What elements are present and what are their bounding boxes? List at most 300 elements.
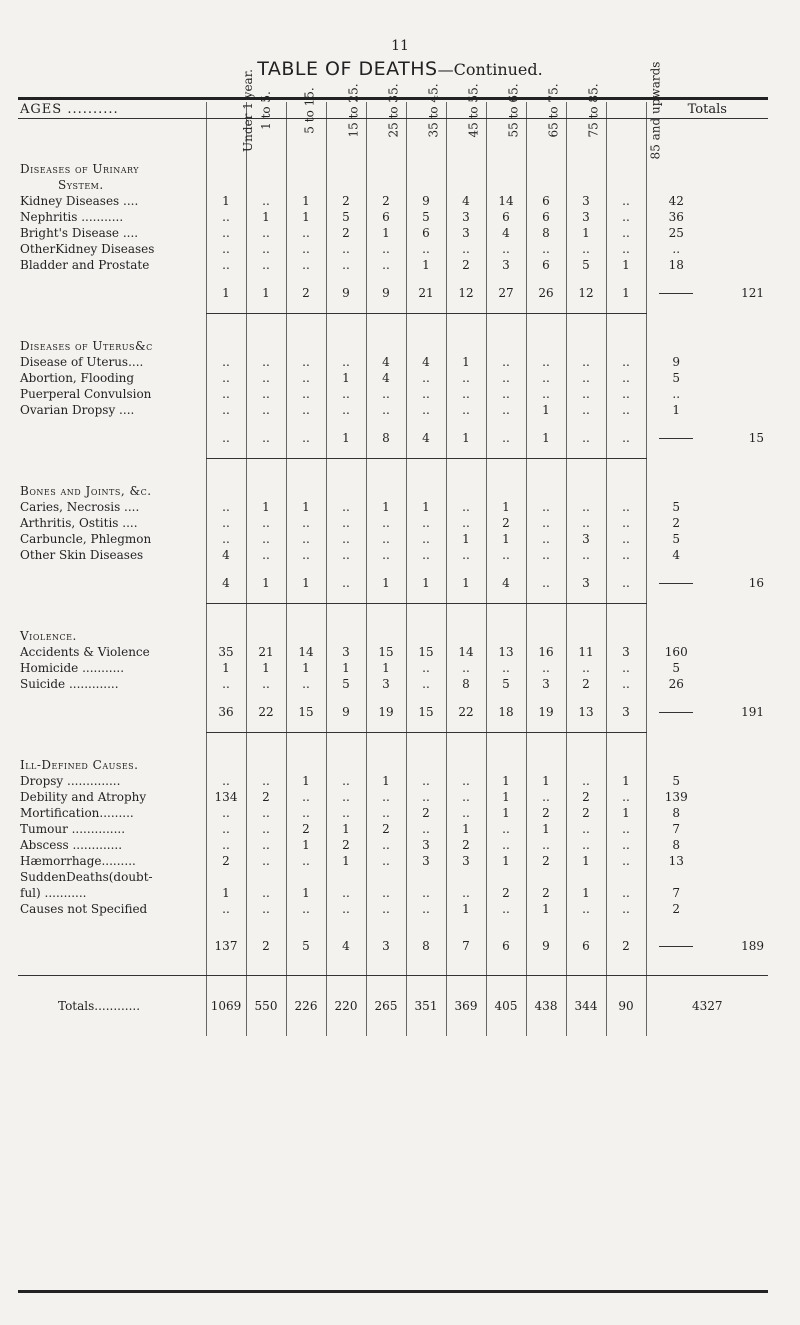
value-cell: [366, 747, 406, 773]
total-cell: 42: [646, 193, 706, 209]
value-cell: [526, 604, 566, 619]
row-label: Puerperal Convulsion: [20, 387, 152, 401]
value-cell: [366, 133, 406, 177]
value-cell: ..: [606, 402, 646, 418]
section-title-row: [18, 747, 768, 773]
value-cell: ..: [566, 773, 606, 789]
dash-rule: [659, 583, 693, 584]
grand-cell: [706, 314, 768, 329]
value-cell: [366, 604, 406, 619]
totals-cell: 351: [406, 976, 446, 1037]
row-label: Homicide ...........: [20, 661, 125, 675]
subtotal-cell: 15: [406, 692, 446, 733]
value-cell: ..: [566, 837, 606, 853]
value-cell: [206, 869, 246, 885]
value-cell: 4: [446, 193, 486, 209]
section-title-continued: System.: [58, 178, 104, 192]
value-cell: [446, 618, 486, 644]
grand-cell: [706, 133, 768, 177]
total-cell: 7: [646, 885, 706, 901]
value-cell: 14: [486, 193, 526, 209]
spacer-row: [18, 604, 768, 619]
header-totals: Totals: [646, 102, 768, 119]
value-cell: ..: [526, 531, 566, 547]
value-cell: ..: [366, 402, 406, 418]
value-cell: 1: [246, 209, 286, 225]
value-cell: [286, 328, 326, 354]
value-cell: 3: [486, 257, 526, 273]
value-cell: [326, 177, 366, 193]
value-cell: 2: [406, 805, 446, 821]
value-cell: [206, 747, 246, 773]
value-cell: ..: [366, 515, 406, 531]
total-cell: 5: [646, 773, 706, 789]
spacer-row: [18, 459, 768, 474]
value-cell: 3: [566, 209, 606, 225]
value-cell: 3: [446, 225, 486, 241]
value-cell: 1: [286, 885, 326, 901]
value-cell: ..: [606, 499, 646, 515]
value-cell: [286, 747, 326, 773]
row-label: OtherKidney Diseases: [20, 242, 155, 256]
value-cell: [326, 473, 366, 499]
subtotal-cell: 22: [246, 692, 286, 733]
value-cell: [606, 119, 646, 134]
total-cell: [646, 733, 706, 748]
value-cell: 2: [366, 821, 406, 837]
value-cell: 4: [406, 354, 446, 370]
value-cell: [486, 473, 526, 499]
value-cell: [246, 604, 286, 619]
row-label: [18, 917, 206, 976]
value-cell: ..: [206, 241, 246, 257]
value-cell: [286, 177, 326, 193]
grand-cell: [706, 747, 768, 773]
value-cell: 1: [246, 660, 286, 676]
total-cell: ..: [646, 386, 706, 402]
value-cell: [326, 459, 366, 474]
total-cell: 2: [646, 901, 706, 917]
value-cell: [406, 133, 446, 177]
value-cell: 8: [526, 225, 566, 241]
value-cell: [366, 473, 406, 499]
value-cell: ..: [486, 241, 526, 257]
value-cell: [366, 177, 406, 193]
value-cell: 1: [606, 257, 646, 273]
value-cell: [246, 328, 286, 354]
total-cell: [646, 473, 706, 499]
totals-cell: 550: [246, 976, 286, 1037]
value-cell: [206, 459, 246, 474]
value-cell: 2: [486, 885, 526, 901]
value-cell: ..: [606, 853, 646, 869]
value-cell: [326, 869, 366, 885]
value-cell: ..: [446, 499, 486, 515]
value-cell: 1: [486, 853, 526, 869]
value-cell: 1: [366, 773, 406, 789]
total-cell: 8: [646, 805, 706, 821]
grand-cell: [706, 676, 768, 692]
total-cell: 7: [646, 821, 706, 837]
grand-cell: [706, 531, 768, 547]
subtotal-cell: ..: [606, 563, 646, 604]
value-cell: [526, 133, 566, 177]
value-cell: [206, 473, 246, 499]
value-cell: 3: [406, 837, 446, 853]
value-cell: ..: [326, 901, 366, 917]
value-cell: 1: [206, 660, 246, 676]
header-ages: AGES ..........: [18, 102, 206, 119]
grand-cell: [706, 499, 768, 515]
subtotal-cell: 15: [286, 692, 326, 733]
value-cell: 1: [326, 370, 366, 386]
value-cell: ..: [566, 901, 606, 917]
section-title: Ill-Defined Causes.: [20, 758, 139, 772]
row-label: Accidents & Violence: [20, 645, 150, 659]
value-cell: 1: [486, 805, 526, 821]
header-col: 15 to 25.: [326, 102, 366, 119]
value-cell: ..: [246, 901, 286, 917]
subtotal-row: [18, 563, 768, 604]
total-cell: 4: [646, 547, 706, 563]
value-cell: 1: [486, 499, 526, 515]
value-cell: ..: [406, 386, 446, 402]
subtotal-cell: 8: [406, 917, 446, 976]
row-label-continued: ful) ...........: [20, 886, 87, 900]
totals-cell: 344: [566, 976, 606, 1037]
value-cell: [446, 459, 486, 474]
value-cell: [326, 747, 366, 773]
value-cell: ..: [406, 789, 446, 805]
totals-cell: 1069: [206, 976, 246, 1037]
value-cell: 8: [446, 676, 486, 692]
value-cell: ..: [206, 531, 246, 547]
totals-label: Totals............: [18, 976, 206, 1037]
value-cell: ..: [286, 386, 326, 402]
header-col: 5 to 15.: [286, 102, 326, 119]
row-label: Hæmorrhage.........: [20, 854, 136, 868]
subtotal-cell: 4: [406, 418, 446, 459]
grand-cell: [706, 177, 768, 193]
total-cell: [646, 869, 706, 885]
value-cell: ..: [566, 660, 606, 676]
value-cell: ..: [206, 805, 246, 821]
row-label: Disease of Uterus....: [20, 355, 144, 369]
subtotal-cell: 22: [446, 692, 486, 733]
section-grand-total: 189: [741, 939, 765, 953]
table-row: [18, 257, 768, 273]
value-cell: ..: [206, 676, 246, 692]
subtotal-cell: 2: [286, 273, 326, 314]
totals-cell: 438: [526, 976, 566, 1037]
value-cell: [526, 177, 566, 193]
value-cell: ..: [606, 515, 646, 531]
value-cell: [566, 604, 606, 619]
value-cell: 15: [406, 644, 446, 660]
row-label: Dropsy ..............: [20, 774, 121, 788]
total-cell: [646, 459, 706, 474]
total-cell: 2: [646, 515, 706, 531]
value-cell: ..: [606, 821, 646, 837]
value-cell: 3: [326, 644, 366, 660]
table-row: [18, 644, 768, 660]
subtotal-cell: 1: [206, 273, 246, 314]
value-cell: ..: [446, 660, 486, 676]
value-cell: ..: [606, 386, 646, 402]
value-cell: ..: [526, 837, 566, 853]
value-cell: 16: [526, 644, 566, 660]
value-cell: ..: [486, 402, 526, 418]
value-cell: 2: [446, 257, 486, 273]
section-grand-total: 16: [748, 576, 765, 591]
value-cell: 134: [206, 789, 246, 805]
value-cell: ..: [566, 386, 606, 402]
dash-rule: [659, 712, 693, 713]
value-cell: [446, 314, 486, 329]
value-cell: 5: [326, 209, 366, 225]
value-cell: 3: [446, 209, 486, 225]
value-cell: 14: [446, 644, 486, 660]
value-cell: [326, 604, 366, 619]
value-cell: ..: [406, 241, 446, 257]
page-number: 11: [391, 38, 409, 54]
title-suffix: —Continued.: [437, 60, 543, 79]
value-cell: ..: [366, 241, 406, 257]
total-cell: [646, 917, 706, 976]
subtotal-cell: 18: [486, 692, 526, 733]
page-title: [0, 58, 800, 80]
table-row: [18, 354, 768, 370]
value-cell: ..: [326, 789, 366, 805]
table-row: [18, 531, 768, 547]
table-row: [18, 805, 768, 821]
grand-cell: [706, 459, 768, 474]
subtotal-row: [18, 273, 768, 314]
value-cell: 2: [566, 676, 606, 692]
value-cell: 1: [446, 901, 486, 917]
table-row: [18, 499, 768, 515]
value-cell: ..: [446, 885, 486, 901]
value-cell: 1: [526, 901, 566, 917]
row-label: [18, 692, 206, 733]
bottom-rule: [18, 1290, 768, 1293]
section-title: Diseases of Uterus&c: [20, 339, 153, 353]
value-cell: ..: [606, 370, 646, 386]
value-cell: 35: [206, 644, 246, 660]
value-cell: ..: [606, 225, 646, 241]
header-col: 85 and upwards: [606, 102, 646, 119]
subtotal-cell: 1: [246, 563, 286, 604]
value-cell: ..: [206, 837, 246, 853]
value-cell: ..: [366, 885, 406, 901]
value-cell: ..: [206, 386, 246, 402]
value-cell: ..: [326, 386, 366, 402]
total-cell: 5: [646, 370, 706, 386]
header-col: 45 to 55.: [446, 102, 486, 119]
value-cell: 1: [486, 531, 526, 547]
value-cell: 2: [366, 193, 406, 209]
value-cell: ..: [446, 789, 486, 805]
value-cell: 2: [326, 193, 366, 209]
value-cell: ..: [326, 885, 366, 901]
value-cell: [446, 733, 486, 748]
value-cell: 2: [566, 789, 606, 805]
value-cell: ..: [246, 225, 286, 241]
value-cell: 4: [366, 354, 406, 370]
section-title: Diseases of Urinary: [20, 162, 140, 176]
value-cell: [446, 869, 486, 885]
value-cell: 1: [206, 885, 246, 901]
value-cell: [406, 747, 446, 773]
section-title: Bones and Joints, &c.: [20, 484, 152, 498]
value-cell: ..: [366, 531, 406, 547]
value-cell: [406, 177, 446, 193]
value-cell: [486, 177, 526, 193]
value-cell: 1: [406, 499, 446, 515]
value-cell: ..: [606, 660, 646, 676]
subtotal-cell: 1: [446, 418, 486, 459]
value-cell: ..: [406, 901, 446, 917]
subtotal-cell: 5: [286, 917, 326, 976]
value-cell: ..: [366, 386, 406, 402]
grand-cell: [706, 805, 768, 821]
value-cell: [286, 133, 326, 177]
value-cell: [406, 314, 446, 329]
grand-cell: [706, 885, 768, 901]
value-cell: [606, 133, 646, 177]
value-cell: 3: [526, 676, 566, 692]
value-cell: [406, 869, 446, 885]
value-cell: ..: [446, 547, 486, 563]
total-cell: [646, 618, 706, 644]
title-main: TABLE OF DEATHS: [257, 58, 438, 80]
value-cell: 1: [606, 773, 646, 789]
value-cell: ..: [446, 805, 486, 821]
subtotal-cell: 13: [566, 692, 606, 733]
subtotal-cell: 36: [206, 692, 246, 733]
value-cell: [606, 747, 646, 773]
value-cell: [566, 747, 606, 773]
value-cell: ..: [246, 821, 286, 837]
subtotal-cell: ..: [606, 418, 646, 459]
grand-cell: [706, 209, 768, 225]
value-cell: [246, 733, 286, 748]
value-cell: 2: [526, 805, 566, 821]
value-cell: ..: [566, 241, 606, 257]
row-label: Caries, Necrosis ....: [20, 500, 140, 514]
table-body: [18, 119, 768, 1037]
value-cell: ..: [286, 853, 326, 869]
value-cell: 3: [406, 853, 446, 869]
value-cell: [366, 459, 406, 474]
grand-cell: [706, 789, 768, 805]
value-cell: ..: [246, 837, 286, 853]
table-row: [18, 821, 768, 837]
value-cell: ..: [246, 515, 286, 531]
value-cell: [366, 314, 406, 329]
table-row: [18, 515, 768, 531]
value-cell: ..: [606, 901, 646, 917]
total-cell: [646, 328, 706, 354]
value-cell: 2: [566, 805, 606, 821]
subtotal-cell: ..: [286, 418, 326, 459]
value-cell: ..: [246, 354, 286, 370]
value-cell: ..: [486, 821, 526, 837]
subtotal-cell: 9: [526, 917, 566, 976]
table-row: [18, 660, 768, 676]
header-row: [18, 102, 768, 119]
value-cell: [366, 328, 406, 354]
value-cell: [326, 328, 366, 354]
value-cell: ..: [606, 531, 646, 547]
total-cell: 13: [646, 853, 706, 869]
grand-cell: [706, 733, 768, 748]
value-cell: ..: [526, 515, 566, 531]
grand-cell: [706, 328, 768, 354]
subtotal-cell: 26: [526, 273, 566, 314]
value-cell: [246, 618, 286, 644]
subtotal-cell: 1: [406, 563, 446, 604]
subtotal-cell: ..: [526, 563, 566, 604]
value-cell: [566, 133, 606, 177]
dash-rule: [659, 293, 693, 294]
total-cell: [646, 604, 706, 619]
totals-cell: 265: [366, 976, 406, 1037]
total-cell: 18: [646, 257, 706, 273]
value-cell: [406, 473, 446, 499]
value-cell: ..: [246, 805, 286, 821]
value-cell: 1: [286, 499, 326, 515]
value-cell: ..: [606, 676, 646, 692]
section-title-row: [18, 328, 768, 354]
value-cell: 3: [566, 193, 606, 209]
section-grand-total: 15: [748, 431, 765, 446]
value-cell: 1: [366, 660, 406, 676]
value-cell: ..: [326, 531, 366, 547]
value-cell: ..: [326, 805, 366, 821]
value-cell: 4: [206, 547, 246, 563]
value-cell: 1: [566, 885, 606, 901]
total-cell: [646, 314, 706, 329]
value-cell: ..: [286, 515, 326, 531]
value-cell: 1: [526, 402, 566, 418]
subtotal-cell: 19: [366, 692, 406, 733]
value-cell: 1: [406, 257, 446, 273]
grand-cell: [706, 869, 768, 885]
spacer-row: [18, 314, 768, 329]
value-cell: ..: [446, 370, 486, 386]
section-grand-total: 121: [741, 286, 765, 301]
subtotal-cell: 1: [606, 273, 646, 314]
spacer-row: [18, 733, 768, 748]
total-cell: 8: [646, 837, 706, 853]
value-cell: ..: [406, 531, 446, 547]
subtotal-cell: 2: [606, 917, 646, 976]
value-cell: [606, 314, 646, 329]
total-cell: 1: [646, 402, 706, 418]
value-cell: [526, 473, 566, 499]
value-cell: 6: [526, 257, 566, 273]
value-cell: 4: [366, 370, 406, 386]
value-cell: 2: [446, 837, 486, 853]
value-cell: [286, 733, 326, 748]
value-cell: 1: [286, 837, 326, 853]
value-cell: [446, 747, 486, 773]
table-row: [18, 853, 768, 869]
value-cell: [566, 459, 606, 474]
total-cell: 26: [646, 676, 706, 692]
table-row: [18, 837, 768, 853]
